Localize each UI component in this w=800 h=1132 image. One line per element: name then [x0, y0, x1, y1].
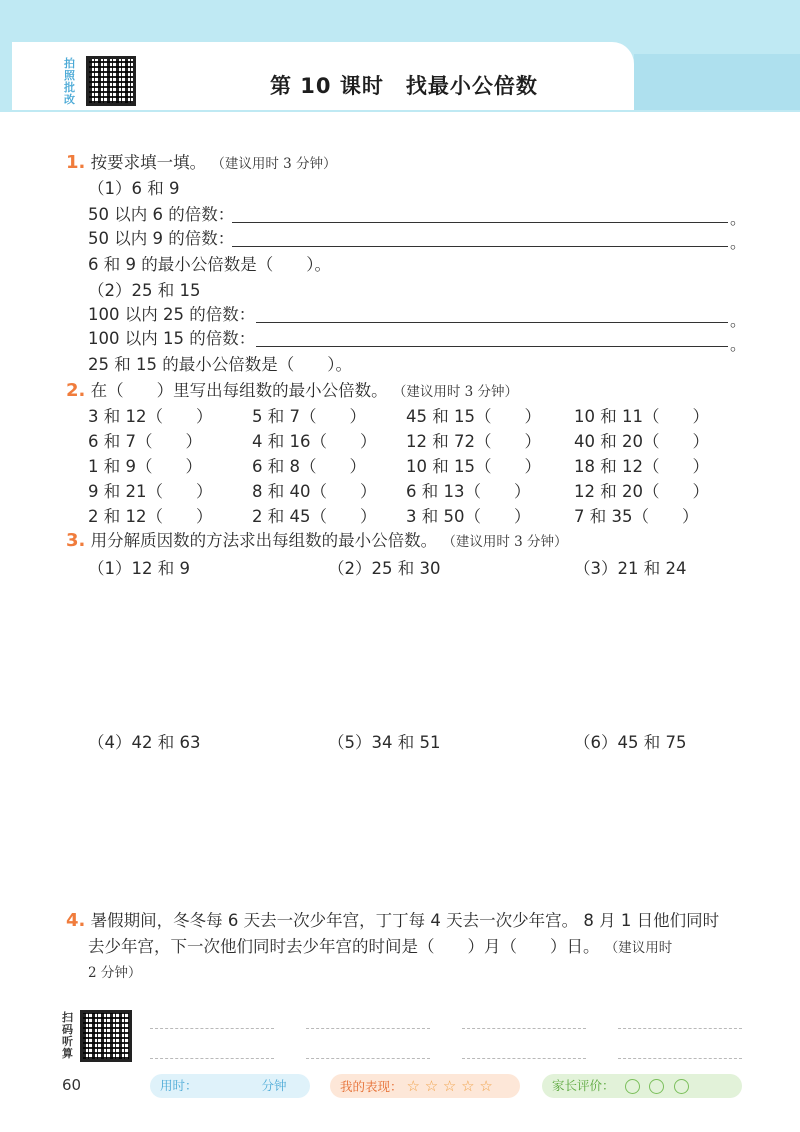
header-tab-right — [634, 54, 800, 110]
dotted-line — [618, 1028, 742, 1029]
q3-prompt: 用分解质因数的方法求出每组数的最小公倍数。 — [90, 531, 438, 550]
q2-item: 45 和 15（ ） — [406, 407, 541, 426]
performance-rating[interactable] — [330, 1074, 520, 1098]
q3-number: 3. — [66, 530, 86, 551]
q4-line1 — [66, 910, 719, 932]
q2-item: 10 和 15（ ） — [406, 457, 541, 476]
q2-number: 2. — [66, 380, 86, 401]
q3-item-6: （6）45 和 75 — [574, 733, 687, 752]
q1-part1-c: 6 和 9 的最小公倍数是（ ）。 — [88, 255, 331, 274]
q3-item-4: （4）42 和 63 — [88, 733, 201, 752]
dotted-line — [462, 1028, 586, 1029]
time-unit: 分钟 — [261, 1078, 287, 1093]
q1-part1-b: 50 以内 9 的倍数： — [88, 229, 235, 248]
answer-line[interactable] — [256, 322, 728, 323]
q2-heading — [66, 380, 518, 403]
dotted-line — [306, 1028, 430, 1029]
performance-label: 我的表现： — [340, 1079, 403, 1094]
parent-label: 家长评价： — [552, 1078, 615, 1093]
smiley-icon[interactable] — [649, 1079, 664, 1094]
dotted-line — [306, 1058, 430, 1059]
q3-item-3: （3）21 和 24 — [574, 559, 687, 578]
q2-item: 10 和 11（ ） — [574, 407, 709, 426]
q1-number: 1. — [66, 152, 86, 173]
q1-hint: （建议用时 3 分钟） — [211, 156, 337, 172]
q1-part2-title: （2）25 和 15 — [88, 281, 201, 300]
q2-item: 8 和 40（ ） — [252, 482, 377, 501]
q1-part2-b: 100 以内 15 的倍数： — [88, 329, 256, 348]
scan-grade-label: 拍照批改 — [64, 57, 75, 106]
q1-heading — [66, 152, 337, 175]
q2-item: 6 和 7（ ） — [88, 432, 202, 451]
end-mark: 。 — [730, 233, 747, 252]
smiley-icon[interactable] — [674, 1079, 689, 1094]
time-spent-field[interactable] — [150, 1074, 310, 1098]
answer-line[interactable] — [232, 246, 728, 247]
time-label: 用时： — [160, 1078, 198, 1093]
q3-item-1: （1）12 和 9 — [88, 559, 190, 578]
q2-item: 1 和 9（ ） — [88, 457, 202, 476]
q4-text-line1: 暑假期间，冬冬每 6 天去一次少年宫，丁丁每 4 天去一次少年宫。 8 月 1 日他们同时 — [90, 911, 720, 930]
scan-listen-label: 扫码听算 — [62, 1011, 73, 1060]
q2-item: 40 和 20（ ） — [574, 432, 709, 451]
q2-item: 3 和 12（ ） — [88, 407, 213, 426]
q3-hint: （建议用时 3 分钟） — [442, 534, 568, 550]
q2-item: 6 和 8（ ） — [252, 457, 366, 476]
q2-item: 18 和 12（ ） — [574, 457, 709, 476]
dotted-line — [618, 1058, 742, 1059]
end-mark: 。 — [730, 209, 747, 228]
q2-item: 9 和 21（ ） — [88, 482, 213, 501]
answer-line[interactable] — [256, 346, 728, 347]
q2-item: 4 和 16（ ） — [252, 432, 377, 451]
q2-item: 12 和 20（ ） — [574, 482, 709, 501]
q2-item: 12 和 72（ ） — [406, 432, 541, 451]
q2-item: 5 和 7（ ） — [252, 407, 366, 426]
q2-prompt: 在（ ）里写出每组数的最小公倍数。 — [90, 381, 388, 400]
q2-item: 7 和 35（ ） — [574, 507, 699, 526]
q4-hint-b: 2 分钟） — [88, 965, 142, 981]
q2-item: 2 和 45（ ） — [252, 507, 377, 526]
q4-hint-a: （建议用时 — [604, 940, 673, 956]
lesson-title: 第 10 课时 找最小公倍数 — [270, 74, 538, 98]
dotted-line — [150, 1058, 274, 1059]
q2-item: 3 和 50（ ） — [406, 507, 531, 526]
answer-line[interactable] — [232, 222, 728, 223]
q3-item-2: （2）25 和 30 — [328, 559, 441, 578]
end-mark: 。 — [730, 311, 747, 330]
end-mark: 。 — [730, 335, 747, 354]
q4-number: 4. — [66, 910, 86, 931]
q1-part1-title: （1）6 和 9 — [88, 179, 180, 198]
star-rating-icons[interactable]: ☆ ☆ ☆ ☆ ☆ — [406, 1077, 493, 1095]
parent-evaluation[interactable] — [542, 1074, 742, 1098]
smiley-icon[interactable] — [625, 1079, 640, 1094]
q2-item: 2 和 12（ ） — [88, 507, 213, 526]
q4-text-line2: 去少年宫，下一次他们同时去少年宫的时间是（ ）月（ ）日。 — [88, 937, 600, 956]
q1-prompt: 按要求填一填。 — [90, 153, 207, 172]
dotted-line — [462, 1058, 586, 1059]
q3-heading — [66, 530, 568, 553]
q1-part1-a: 50 以内 6 的倍数： — [88, 205, 235, 224]
q3-item-5: （5）34 和 51 — [328, 733, 441, 752]
dotted-line — [150, 1028, 274, 1029]
q1-part2-a: 100 以内 25 的倍数： — [88, 305, 256, 324]
q4-line2 — [88, 936, 672, 959]
q2-item: 6 和 13（ ） — [406, 482, 531, 501]
page-number: 60 — [62, 1076, 82, 1094]
q2-hint: （建议用时 3 分钟） — [392, 384, 519, 400]
qr-code-icon[interactable] — [86, 56, 136, 106]
q1-part2-c: 25 和 15 的最小公倍数是（ ）。 — [88, 355, 352, 374]
qr-code-icon[interactable] — [80, 1010, 132, 1062]
